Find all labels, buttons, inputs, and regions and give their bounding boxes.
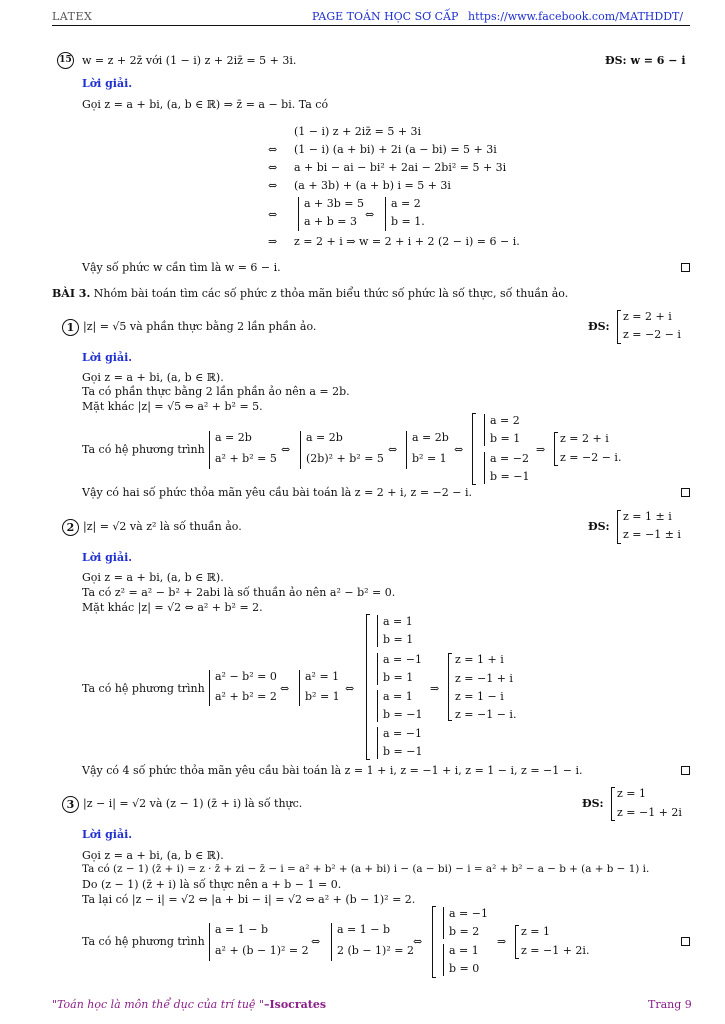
equiv-arrow: ⇔ xyxy=(280,682,290,695)
system-eq: a² + b² = 2 xyxy=(215,690,277,703)
answer-value: z = −2 − i xyxy=(623,328,681,341)
system-eq: a = 1 xyxy=(449,944,479,957)
equiv-arrow: ⇔ xyxy=(413,935,423,948)
system-eq: a² + (b − 1)² = 2 xyxy=(215,944,309,957)
system-eq: a = −1 xyxy=(449,907,488,920)
result-bracket xyxy=(554,432,558,466)
solution-heading: Lời giải. xyxy=(82,551,133,564)
equiv-arrow: ⇔ xyxy=(268,179,278,192)
answer-bracket xyxy=(611,787,615,821)
system-label: Ta có hệ phương trình xyxy=(82,682,205,695)
solution-line: Ta có phần thực bằng 2 lần phần ảo nên a = 2b. xyxy=(82,385,350,398)
solution-line: Do (z − 1) (z̄ + i) là số thực nên a + b − 1 = 0. xyxy=(82,878,342,891)
system-brace xyxy=(484,452,485,484)
system-eq: b = −1 xyxy=(383,708,423,721)
system-eq: a = −1 xyxy=(383,727,422,740)
system-eq: b = 1. xyxy=(391,215,425,228)
solution-line: Gọi z = a + bi, (a, b ∈ ℝ). xyxy=(82,371,224,384)
conclusion: Vậy có hai số phức thỏa mãn yêu cầu bài toán là z = 2 + i, z = −2 − i. xyxy=(82,486,472,499)
latex-logo: LATEX xyxy=(52,10,93,23)
result-value: z = −1 − i. xyxy=(455,708,517,721)
system-eq: b = 1 xyxy=(490,432,521,445)
problem-number-2: 2 xyxy=(62,519,79,536)
system-brace xyxy=(209,431,210,469)
system-brace xyxy=(385,197,386,231)
system-eq: b = 1 xyxy=(383,671,414,684)
equiv-arrow: ⇔ xyxy=(388,443,398,456)
problem-number-15: 15 xyxy=(57,52,74,69)
eq-line: z = 2 + i ⇒ w = 2 + i + 2 (2 − i) = 6 − i. xyxy=(294,235,520,248)
system-eq: b = 2 xyxy=(449,925,480,938)
header-url[interactable]: https://www.facebook.com/MATHDDT/ xyxy=(468,10,684,23)
problem-number-1: 1 xyxy=(62,319,79,336)
implies-arrow: ⇒ xyxy=(268,235,278,248)
conclusion: Vậy có 4 số phức thỏa mãn yêu cầu bài toán là z = 1 + i, z = −1 + i, z = 1 − i, z = −1 − i. xyxy=(82,764,583,777)
case-bracket xyxy=(366,614,370,760)
problem-number-3: 3 xyxy=(62,796,79,813)
qed-box xyxy=(681,766,690,775)
answer-value: z = −1 ± i xyxy=(623,528,681,541)
result-value: z = −1 + 2i. xyxy=(521,944,590,957)
equiv-arrow: ⇔ xyxy=(454,443,464,456)
solution-line: Gọi z = a + bi, (a, b ∈ ℝ). xyxy=(82,571,224,584)
quote-text: "Toán học là môn thể dục của trí tuệ " xyxy=(52,998,264,1011)
system-brace xyxy=(209,923,210,961)
section-title xyxy=(52,287,568,300)
result-value: z = −1 + i xyxy=(455,672,513,685)
system-eq: b = 0 xyxy=(449,962,480,975)
solution-line: Mặt khác |z| = √5 ⇔ a² + b² = 5. xyxy=(82,400,263,413)
system-eq: a = 1 xyxy=(383,615,413,628)
qed-box xyxy=(681,937,690,946)
equiv-arrow: ⇔ xyxy=(311,935,321,948)
system-brace xyxy=(298,197,299,231)
equiv-arrow: ⇔ xyxy=(268,161,278,174)
system-eq: a² = 1 xyxy=(305,670,340,683)
system-eq: a = −1 xyxy=(383,653,422,666)
system-eq: a = 2b xyxy=(412,431,449,444)
solution-line: Ta có z² = a² − b² + 2abi là số thuần ảo nên a² − b² = 0. xyxy=(82,586,396,599)
result-bracket xyxy=(448,653,452,721)
qed-box xyxy=(681,263,690,272)
qed-box xyxy=(681,488,690,497)
system-eq: a = 2 xyxy=(391,197,421,210)
header-rule xyxy=(52,25,690,26)
problem-3-statement: |z − i| = √2 và (z − 1) (z̄ + i) là số thực. xyxy=(83,797,303,810)
system-eq: a + b = 3 xyxy=(304,215,358,228)
system-brace xyxy=(443,944,444,976)
case-bracket xyxy=(432,906,436,978)
conclusion: Vậy số phức w cần tìm là w = 6 − i. xyxy=(82,261,281,274)
header-page-name: PAGE TOÁN HỌC SƠ CẤP xyxy=(312,10,459,23)
equiv-arrow: ⇔ xyxy=(281,443,291,456)
answer-label: ĐS: xyxy=(582,797,604,810)
system-eq: b = −1 xyxy=(383,745,423,758)
system-brace xyxy=(443,907,444,939)
answer-value: z = 2 + i xyxy=(623,310,672,323)
system-brace xyxy=(209,670,210,706)
result-value: z = 1 + i xyxy=(455,653,504,666)
system-eq: 2 (b − 1)² = 2 xyxy=(337,944,414,957)
result-value: z = 1 − i xyxy=(455,690,504,703)
section-label: BÀI 3. xyxy=(52,287,91,300)
system-eq: a = 2b xyxy=(215,431,252,444)
system-eq: a² − b² = 0 xyxy=(215,670,277,683)
answer-bracket xyxy=(617,510,621,544)
system-eq: b = −1 xyxy=(490,470,530,483)
result-value: z = 2 + i xyxy=(560,432,609,445)
system-eq: a + 3b = 5 xyxy=(304,197,365,210)
answer-value: z = −1 + 2i xyxy=(617,806,682,819)
problem-15-statement: w = z + 2z̄ với (1 − i) z + 2iz̄ = 5 + 3i. xyxy=(82,54,297,67)
quote-author: –Isocrates xyxy=(264,998,327,1011)
equiv-arrow: ⇔ xyxy=(365,208,375,221)
system-eq: b = 1 xyxy=(383,633,414,646)
footer-quote xyxy=(52,998,326,1011)
system-eq: a = 1 − b xyxy=(337,923,391,936)
implies-arrow: ⇒ xyxy=(536,443,546,456)
system-eq: a = 2 xyxy=(490,414,520,427)
equiv-arrow: ⇔ xyxy=(268,143,278,156)
solution-line: Ta có (z − 1) (z̄ + i) = z · z̄ + zi − z̄ − i = a² + b² + (a + bi) i − (a − bi) − i = a² + b² − a − b + (a + b − 1) i. xyxy=(82,863,650,875)
system-eq: a = −2 xyxy=(490,452,529,465)
implies-arrow: ⇒ xyxy=(497,935,507,948)
solution-heading: Lời giải. xyxy=(82,77,133,90)
system-brace xyxy=(377,690,378,722)
system-brace xyxy=(300,431,301,469)
answer-value: z = 1 ± i xyxy=(623,510,672,523)
eq-line: (1 − i) (a + bi) + 2i (a − bi) = 5 + 3i xyxy=(294,143,497,156)
solution-line: Gọi z = a + bi, (a, b ∈ ℝ). xyxy=(82,849,224,862)
eq-line: (a + 3b) + (a + b) i = 5 + 3i xyxy=(294,179,451,192)
solution-line: Mặt khác |z| = √2 ⇔ a² + b² = 2. xyxy=(82,601,263,614)
system-eq: a = 2b xyxy=(306,431,343,444)
system-brace xyxy=(377,653,378,685)
problem-15-answer: ĐS: w = 6 − i xyxy=(605,54,686,67)
system-eq: a² + b² = 5 xyxy=(215,452,277,465)
eq-line: a + bi − ai − bi² + 2ai − 2bi² = 5 + 3i xyxy=(294,161,507,174)
system-brace xyxy=(484,414,485,446)
solution-heading: Lời giải. xyxy=(82,828,133,841)
result-value: z = −2 − i. xyxy=(560,451,622,464)
page-number: Trang 9 xyxy=(648,998,692,1011)
system-label: Ta có hệ phương trình xyxy=(82,443,205,456)
system-brace xyxy=(377,615,378,647)
problem-1-statement: |z| = √5 và phần thực bằng 2 lần phần ảo. xyxy=(83,320,317,333)
case-bracket xyxy=(472,413,476,485)
result-bracket xyxy=(515,925,519,959)
equiv-arrow: ⇔ xyxy=(345,682,355,695)
result-value: z = 1 xyxy=(521,925,551,938)
solution-intro: Gọi z = a + bi, (a, b ∈ ℝ) ⇒ z̄ = a − bi. Ta có xyxy=(82,98,329,111)
implies-arrow: ⇒ xyxy=(430,682,440,695)
system-eq: (2b)² + b² = 5 xyxy=(306,452,384,465)
answer-bracket xyxy=(617,310,621,344)
system-label: Ta có hệ phương trình xyxy=(82,935,205,948)
system-eq: b² = 1 xyxy=(412,452,447,465)
system-brace xyxy=(299,670,300,706)
system-eq: a = 1 − b xyxy=(215,923,269,936)
solution-heading: Lời giải. xyxy=(82,351,133,364)
eq-line: (1 − i) z + 2iz̄ = 5 + 3i xyxy=(294,125,422,138)
system-brace xyxy=(377,727,378,759)
system-eq: b² = 1 xyxy=(305,690,340,703)
system-brace xyxy=(406,431,407,469)
system-brace xyxy=(331,923,332,961)
problem-2-statement: |z| = √2 và z² là số thuần ảo. xyxy=(83,520,242,533)
answer-value: z = 1 xyxy=(617,787,647,800)
system-eq: a = 1 xyxy=(383,690,413,703)
equiv-arrow: ⇔ xyxy=(268,208,278,221)
solution-line: Ta lại có |z − i| = √2 ⇔ |a + bi − i| = √2 ⇔ a² + (b − 1)² = 2. xyxy=(82,893,416,906)
answer-label: ĐS: xyxy=(588,520,610,533)
answer-label: ĐS: xyxy=(588,320,610,333)
section-description: Nhóm bài toán tìm các số phức z thỏa mãn biểu thức số phức là số thực, số thuần ảo. xyxy=(93,287,569,300)
